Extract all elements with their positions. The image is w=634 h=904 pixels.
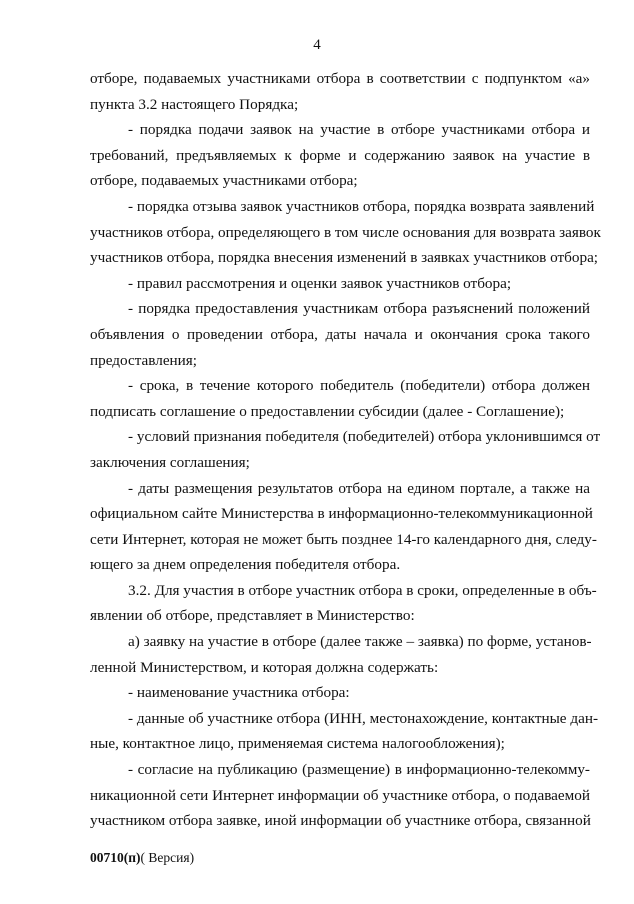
document-version: ( Версия) <box>140 850 195 865</box>
text-line: - порядка предоставления участникам отбора разъяснений положений <box>128 300 590 318</box>
text-line: ющего за днем определения победителя отбора. <box>90 556 401 574</box>
text-line: участников отбора, порядка внесения изменений в заявках участников отбора; <box>90 249 599 267</box>
text-line: отборе, подаваемых участниками отбора; <box>90 172 358 190</box>
text-line: - порядка подачи заявок на участие в отборе участниками отбора и <box>128 121 590 139</box>
document-body <box>90 66 601 834</box>
text-line: объявления о проведении отбора, даты начала и окончания срока такого <box>90 325 590 343</box>
text-line: ные, контактное лицо, применяемая система налогообложения); <box>90 735 505 753</box>
text-line: участником отбора заявке, иной информации об участнике отбора, связанной <box>90 812 591 830</box>
text-line: подписать соглашение о предоставлении субсидии (далее - Соглашение); <box>90 402 565 420</box>
text-line: а) заявку на участие в отборе (далее также – заявка) по форме, установ- <box>128 633 592 651</box>
text-line: 3.2. Для участия в отборе участник отбора в сроки, определенные в объ- <box>128 581 597 599</box>
text-line: пункта 3.2 настоящего Порядка; <box>90 95 299 113</box>
text-line: ленной Министерством, и которая должна содержать: <box>90 658 439 676</box>
text-line: никационной сети Интернет информации об участнике отбора, о подаваемой <box>90 786 590 804</box>
text-line: - условий признания победителя (победителей) отбора уклонившимся от <box>128 428 601 446</box>
text-line: явлении об отборе, представляет в Министерство: <box>90 607 415 625</box>
text-line: - наименование участника отбора: <box>128 684 350 702</box>
document-code: 00710(п) <box>90 850 141 865</box>
text-line: заключения соглашения; <box>90 453 250 471</box>
text-line: предоставления; <box>90 351 198 369</box>
text-line: - даты размещения результатов отбора на едином портале, а также на <box>128 479 590 497</box>
document-footer <box>90 850 194 866</box>
text-line: отборе, подаваемых участниками отбора в соответствии с подпунктом «а» <box>90 70 590 87</box>
text-line: - порядка отзыва заявок участников отбора, порядка возврата заявлений <box>128 197 595 215</box>
text-line: участников отбора, определяющего в том числе основания для возврата заявок <box>90 223 601 241</box>
text-line: - срока, в течение которого победитель (победители) отбора должен <box>128 377 590 395</box>
text-line: - правил рассмотрения и оценки заявок участников отбора; <box>128 274 512 292</box>
page-number: 4 <box>313 37 321 53</box>
text-line: официальном сайте Министерства в информационно-телекоммуникационной <box>90 505 593 523</box>
text-line: - согласие на публикацию (размещение) в информационно-телекомму- <box>128 761 590 779</box>
text-line: сети Интернет, которая не может быть позднее 14-го календарного дня, следу- <box>90 530 597 548</box>
text-line: - данные об участнике отбора (ИНН, местонахождение, контактные дан- <box>128 709 599 727</box>
text-line: требований, предъявляемых к форме и содержанию заявок на участие в <box>90 146 590 164</box>
